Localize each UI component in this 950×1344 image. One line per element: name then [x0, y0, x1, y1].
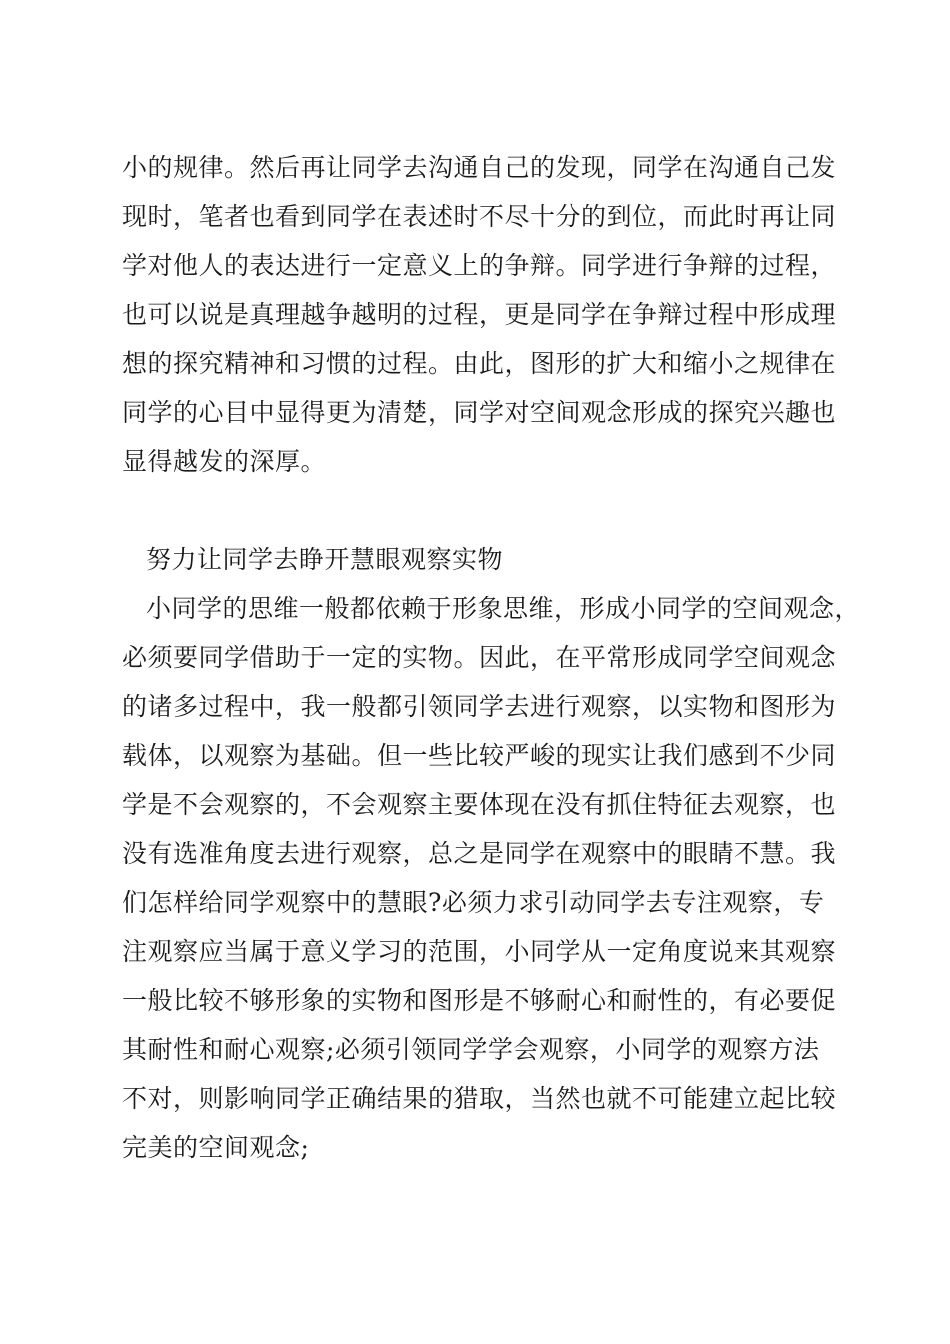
- paragraph-line: 其耐性和耐心观察;必须引领同学学会观察，小同学的观察方法: [122, 1035, 820, 1064]
- paragraph-line: 小同学的思维一般都依赖于形象思维，形成小同学的空间观念，: [146, 594, 861, 623]
- paragraph-line: 也可以说是真理越争越明的过程，更是同学在争辩过程中形成理: [122, 300, 837, 329]
- paragraph-line: 不对，则影响同学正确结果的猎取，当然也就不可能建立起比较: [122, 1084, 837, 1113]
- paragraph-line: 的诸多过程中，我一般都引领同学去进行观察，以实物和图形为: [122, 692, 837, 721]
- paragraph-line: 现时，笔者也看到同学在表述时不尽十分的到位，而此时再让同: [122, 202, 837, 231]
- paragraph-line: 想的探究精神和习惯的过程。由此，图形的扩大和缩小之规律在: [122, 349, 837, 378]
- paragraph-line: 一般比较不够形象的实物和图形是不够耐心和耐性的，有必要促: [122, 986, 837, 1015]
- paragraph-line: 显得越发的深厚。: [122, 447, 327, 476]
- section-heading: 努力让同学去睁开慧眼观察实物: [146, 545, 504, 574]
- paragraph-line: 小的规律。然后再让同学去沟通自己的发现，同学在沟通自己发: [122, 153, 837, 182]
- paragraph-line: 学对他人的表达进行一定意义上的争辩。同学进行争辩的过程，: [122, 251, 837, 280]
- paragraph-line: 注观察应当属于意义学习的范围，小同学从一定角度说来其观察: [122, 937, 837, 966]
- paragraph-line: 没有选准角度去进行观察，总之是同学在观察中的眼睛不慧。我: [122, 839, 837, 868]
- paragraph-line: 必须要同学借助于一定的实物。因此，在平常形成同学空间观念: [122, 643, 837, 672]
- paragraph-line: 同学的心目中显得更为清楚，同学对空间观念形成的探究兴趣也: [122, 398, 837, 427]
- paragraph-line: 完美的空间观念;: [122, 1133, 310, 1162]
- paragraph-line: 载体，以观察为基础。但一些比较严峻的现实让我们感到不少同: [122, 741, 837, 770]
- paragraph-line: 们怎样给同学观察中的慧眼?必须力求引动同学去专注观察，专: [122, 888, 825, 917]
- paragraph-line: 学是不会观察的，不会观察主要体现在没有抓住特征去观察，也: [122, 790, 837, 819]
